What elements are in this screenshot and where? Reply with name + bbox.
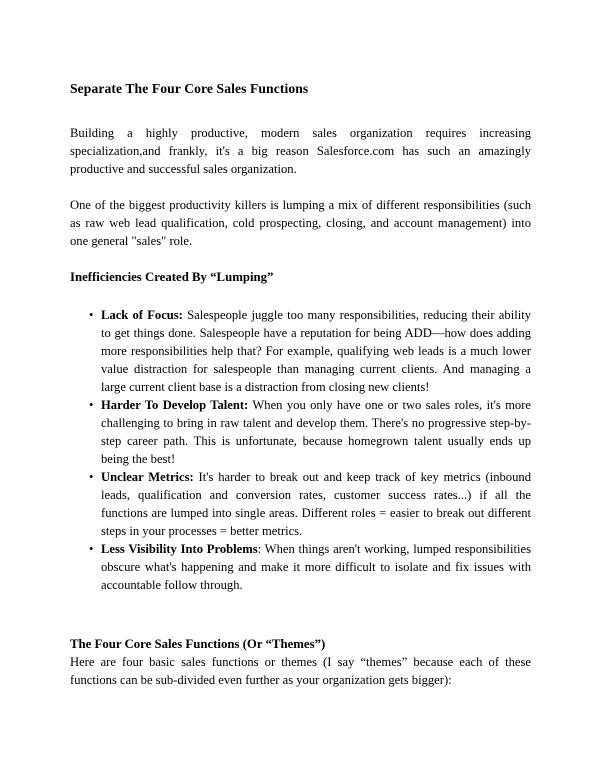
closing-section (70, 635, 531, 689)
closing-paragraph: Here are four basic sales functions or themes (I say “themes” because each of these functions can be sub-divided even further as your organization gets bigger): (70, 655, 531, 687)
bullet-marker-icon: • (89, 398, 94, 412)
section-subheading-inefficiencies: Inefficiencies Created By “Lumping” (70, 270, 274, 284)
list-item (70, 468, 531, 540)
bullet-marker-icon: • (89, 308, 94, 322)
list-item-body: When you only have one or two sales roles, it's more challenging to bring in raw talent and develop them. There's no progressive step-by-step career path. This is unfortunate, because homegrown talent usually ends up being the best! (101, 398, 532, 466)
page-title: Separate The Four Core Sales Functions (70, 81, 309, 96)
list-item-lead-in: Unclear Metrics: (101, 470, 194, 484)
list-item-lead-in: Lack of Focus: (101, 308, 183, 322)
list-item (70, 306, 531, 396)
list-item-body: Salespeople juggle too many responsibilities, reducing their ability to get things done. Salespeople have a reputation for being ADD—how does adding more responsibilities help that? For example, qualifying web leads is a much lower value distraction for salespeople than managing current clients. And managing a large current client base is a distraction from closing new clients! (101, 308, 531, 394)
intro-paragraph-2: One of the biggest productivity killers is lumping a mix of different responsibilities (such as raw web lead qualification, cold prospecting, closing, and account management) into one general "sales" role. (70, 198, 531, 248)
list-item-body: : When things aren't working, lumped responsibilities obscure what's happening and make it more difficult to isolate and fix issues with accountable follow through. (101, 542, 531, 592)
document-body (70, 80, 531, 689)
bullet-marker-icon: • (89, 470, 94, 484)
inefficiencies-list (70, 306, 531, 594)
list-item (70, 540, 531, 594)
section-heading-four-core-functions: The Four Core Sales Functions (Or “Themes”) (70, 637, 326, 651)
list-item (70, 396, 531, 468)
list-item-body: It's harder to break out and keep track of key metrics (inbound leads, qualification and conversion rates, customer success rates...) if all the functions are lumped into single areas. Different roles = easier to break out different steps in your processes = better metrics. (101, 470, 531, 538)
list-item-lead-in: Less Visibility Into Problems (101, 542, 258, 556)
intro-paragraph-1: Building a highly productive, modern sales organization requires increasing specialization,and frankly, it's a big reason Salesforce.com has such an amazingly productive and successful sales organization. (70, 126, 531, 176)
list-item-lead-in: Harder To Develop Talent: (101, 398, 249, 412)
bullet-marker-icon: • (89, 542, 94, 556)
